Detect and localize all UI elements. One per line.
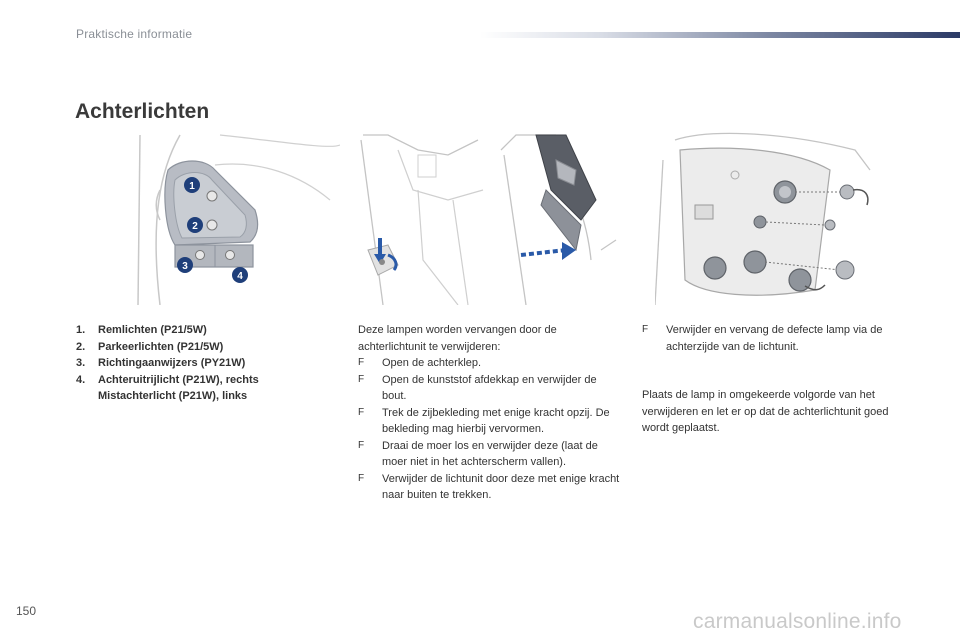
svg-text:2: 2 — [192, 221, 198, 232]
callout-3 — [177, 257, 193, 273]
refit-paragraph: Plaats de lamp in omgekeerde volgorde van het verwijderen en let er op dat de achterlichtunit goed wordt geplaatst. — [642, 389, 889, 434]
side-trim-illustration — [496, 130, 620, 305]
tail-light-illustration — [120, 130, 340, 305]
instructions-right — [642, 322, 912, 437]
page-title: Achterlichten — [75, 100, 210, 123]
callout-1 — [184, 177, 200, 193]
bulb-legend — [76, 322, 346, 405]
bullet-icon: F — [358, 439, 365, 451]
instruction-step: F Draai de moer los en verwijder deze (laat de moer niet in het achterscherm vallen). — [358, 438, 622, 471]
svg-text:3: 3 — [182, 261, 188, 272]
legend-item: 2. Parkeerlichten (P21/5W) — [76, 340, 224, 353]
header-gradient-bar — [480, 32, 960, 38]
legend-item: 4. Achteruitrijlicht (P21W), rechts Mistachterlicht (P21W), links — [76, 373, 259, 402]
section-header: Praktische informatie — [76, 27, 193, 41]
watermark: carmanualsonline.info — [693, 610, 902, 633]
bullet-icon: F — [358, 373, 365, 385]
bullet-icon: F — [358, 357, 365, 368]
legend-item: 3. Richtingaanwijzers (PY21W) — [76, 357, 246, 369]
instruction-step: F Open de achterklep. — [358, 355, 622, 372]
svg-text:4: 4 — [237, 271, 243, 282]
page-number: 150 — [16, 604, 37, 618]
lamp-unit-rear-illustration — [655, 130, 880, 305]
instruction-step: F Trek de zijbekleding met enige kracht opzij. De bekleding mag hierbij vervormen. — [358, 405, 622, 438]
svg-text:1: 1 — [189, 181, 195, 192]
bullet-icon: F — [358, 472, 365, 484]
callout-4 — [232, 267, 248, 283]
instruction-step: F Verwijder en vervang de defecte lamp via de achterzijde van de lichtunit. — [642, 322, 912, 355]
instruction-step: F Open de kunststof afdekkap en verwijder de bout. — [358, 372, 622, 405]
instruction-step: F Verwijder de lichtunit door deze met enige kracht naar buiten te trekken. — [358, 471, 622, 504]
bullet-icon: F — [642, 324, 649, 335]
instructions-middle — [358, 322, 622, 504]
callout-2 — [187, 217, 203, 233]
bullet-icon: F — [358, 406, 365, 418]
intro-text: Deze lampen worden vervangen door de achterlichtunit te verwijderen: — [358, 324, 557, 353]
trunk-side-cover-illustration — [358, 130, 490, 305]
legend-item: 1. Remlichten (P21/5W) — [76, 324, 207, 336]
